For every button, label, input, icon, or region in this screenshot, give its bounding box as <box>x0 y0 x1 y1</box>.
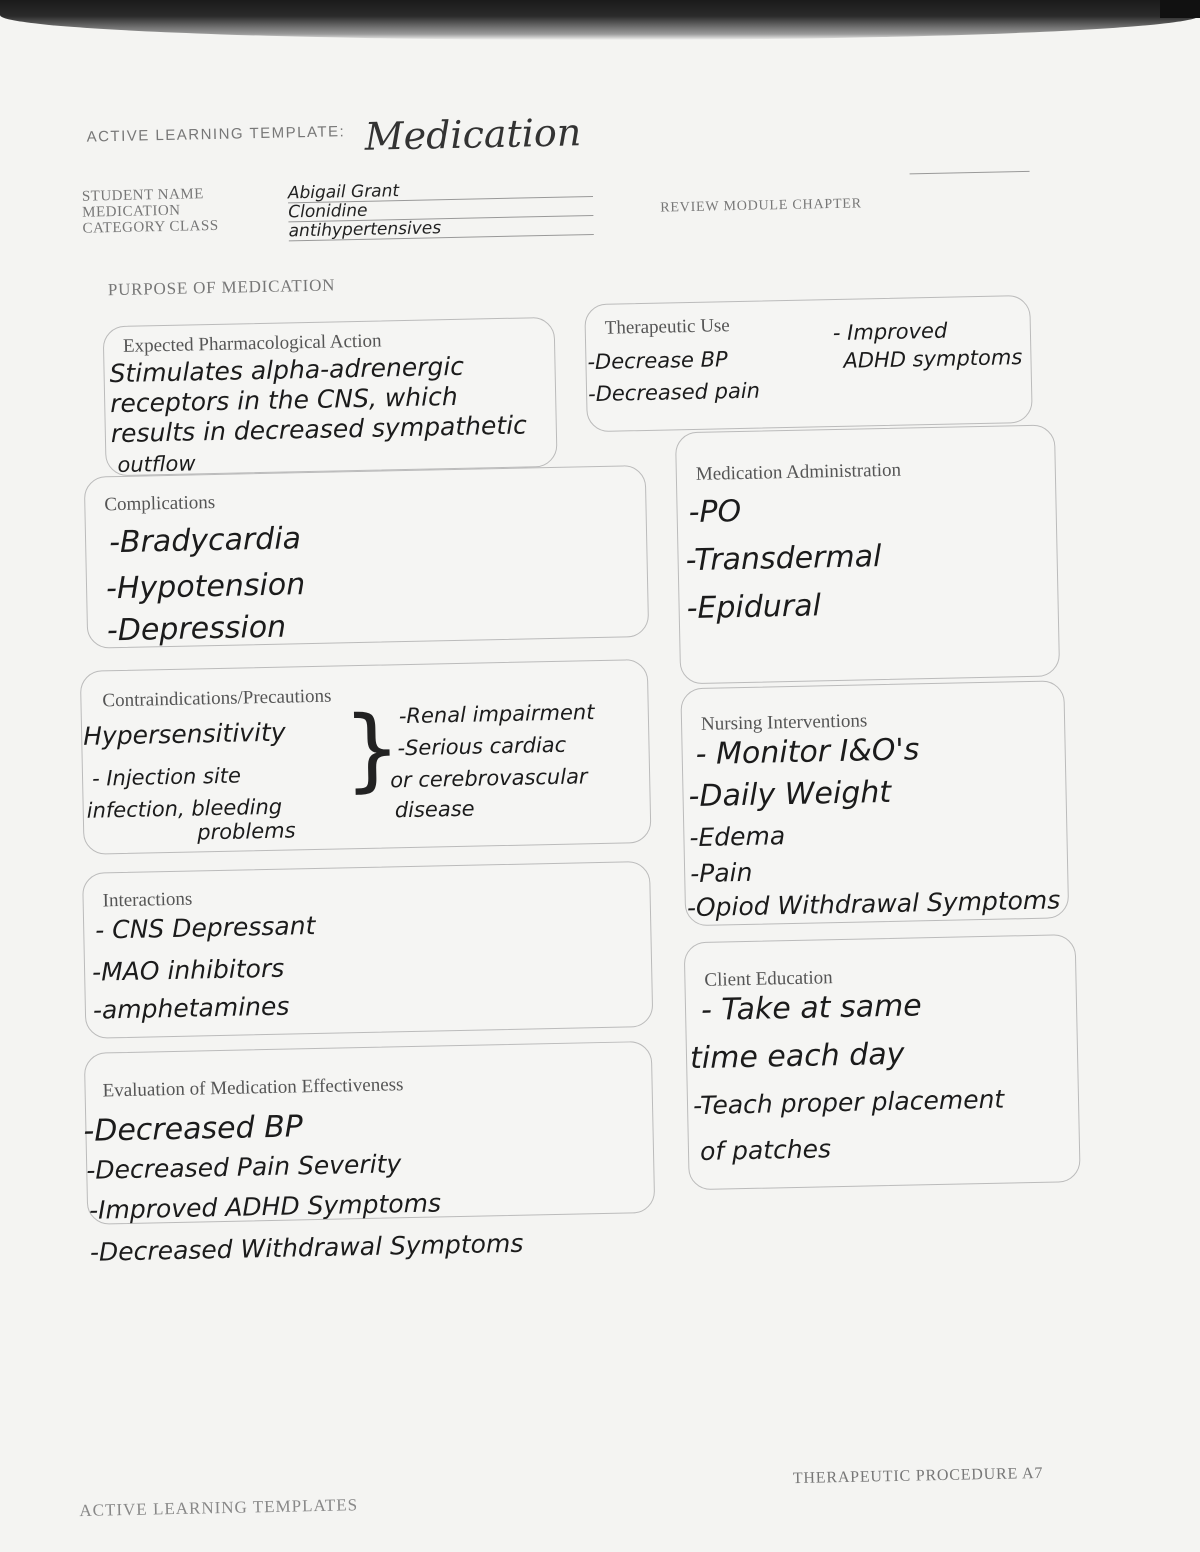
footer-left: ACTIVE LEARNING TEMPLATES <box>79 1495 359 1521</box>
administration-line: -PO <box>688 493 742 531</box>
expected-action-line: Stimulates alpha-adrenergic <box>109 351 465 389</box>
therapeutic-use-line: - Improved <box>832 318 948 346</box>
education-title: Client Education <box>704 967 833 991</box>
evaluation-title: Evaluation of Medication Effectiveness <box>102 1074 404 1102</box>
expected-action-line: results in decreased sympathetic <box>110 410 528 449</box>
purpose-heading: PURPOSE OF MEDICATION <box>107 275 336 300</box>
template-label: ACTIVE LEARNING TEMPLATE: <box>86 123 346 146</box>
administration-line: -Epidural <box>686 588 822 627</box>
student-name-label: STUDENT NAME <box>81 186 205 205</box>
contraindications-line: -Renal impairment <box>398 700 595 729</box>
footer-right: THERAPEUTIC PROCEDURE A7 <box>792 1464 1044 1488</box>
therapeutic-use-line: ADHD symptoms <box>843 345 1023 373</box>
nursing-line: -Pain <box>689 857 753 889</box>
administration-line: -Transdermal <box>685 539 882 579</box>
therapeutic-use-line: -Decreased pain <box>587 378 761 407</box>
contraindications-line: problems <box>196 818 296 845</box>
contraindications-line: - Injection site <box>91 763 242 791</box>
contraindications-line: infection, bleeding <box>86 794 283 823</box>
student-name-field[interactable]: Abigail Grant <box>288 178 593 203</box>
education-line: time each day <box>689 1036 905 1077</box>
education-line: -Teach proper placement <box>692 1084 1005 1121</box>
meta-values <box>288 178 594 241</box>
medication-field[interactable]: Clonidine <box>288 197 593 222</box>
complications-line: -Bradycardia <box>108 521 302 561</box>
expected-action-line: receptors in the CNS, which <box>109 381 458 419</box>
expected-action-line: outflow <box>117 451 196 478</box>
category-class-label: CATEGORY CLASS <box>82 217 219 237</box>
nursing-line: - Monitor I&O's <box>695 732 920 772</box>
review-module-field[interactable] <box>910 171 1030 175</box>
education-line: - Take at same <box>700 988 923 1028</box>
evaluation-line: -Decreased Pain Severity <box>85 1149 402 1185</box>
nursing-title: Nursing Interventions <box>700 710 868 735</box>
meta-labels <box>82 186 219 237</box>
category-class-field[interactable]: antihypertensives <box>288 216 593 241</box>
evaluation-line: -Decreased BP <box>83 1109 304 1149</box>
contraindications-title: Contraindications/Precautions <box>102 685 332 712</box>
therapeutic-use-line: -Decrease BP <box>587 347 728 375</box>
therapeutic-use-title: Therapeutic Use <box>604 315 730 339</box>
contraindications-line: or cerebrovascular <box>389 764 588 793</box>
complications-line: -Hypotension <box>105 567 306 607</box>
nursing-line: -Daily Weight <box>688 774 892 815</box>
template-title: Medication <box>364 110 582 159</box>
contraindications-line: -Serious cardiac <box>397 732 567 761</box>
brace-icon: } <box>342 696 402 803</box>
administration-title: Medication Administration <box>695 459 902 485</box>
evaluation-line: -Improved ADHD Symptoms <box>88 1188 442 1225</box>
interactions-line: - CNS Depressant <box>94 910 316 945</box>
interactions-title: Interactions <box>102 888 193 912</box>
complications-line: -Depression <box>106 609 287 649</box>
interactions-line: -amphetamines <box>92 991 290 1025</box>
review-module-label: REVIEW MODULE CHAPTER <box>660 196 863 216</box>
evaluation-line: -Decreased Withdrawal Symptoms <box>89 1228 524 1267</box>
nursing-line: -Opiod Withdrawal Symptoms <box>686 885 1061 923</box>
nursing-line: -Edema <box>689 821 786 853</box>
education-line: of patches <box>699 1134 832 1166</box>
expected-action-title: Expected Pharmacological Action <box>122 330 382 357</box>
medication-label: MEDICATION <box>82 202 181 221</box>
interactions-line: -MAO inhibitors <box>91 953 285 987</box>
contraindications-line: Hypersensitivity <box>82 717 286 751</box>
complications-title: Complications <box>104 492 216 516</box>
contraindications-line: disease <box>394 796 475 823</box>
